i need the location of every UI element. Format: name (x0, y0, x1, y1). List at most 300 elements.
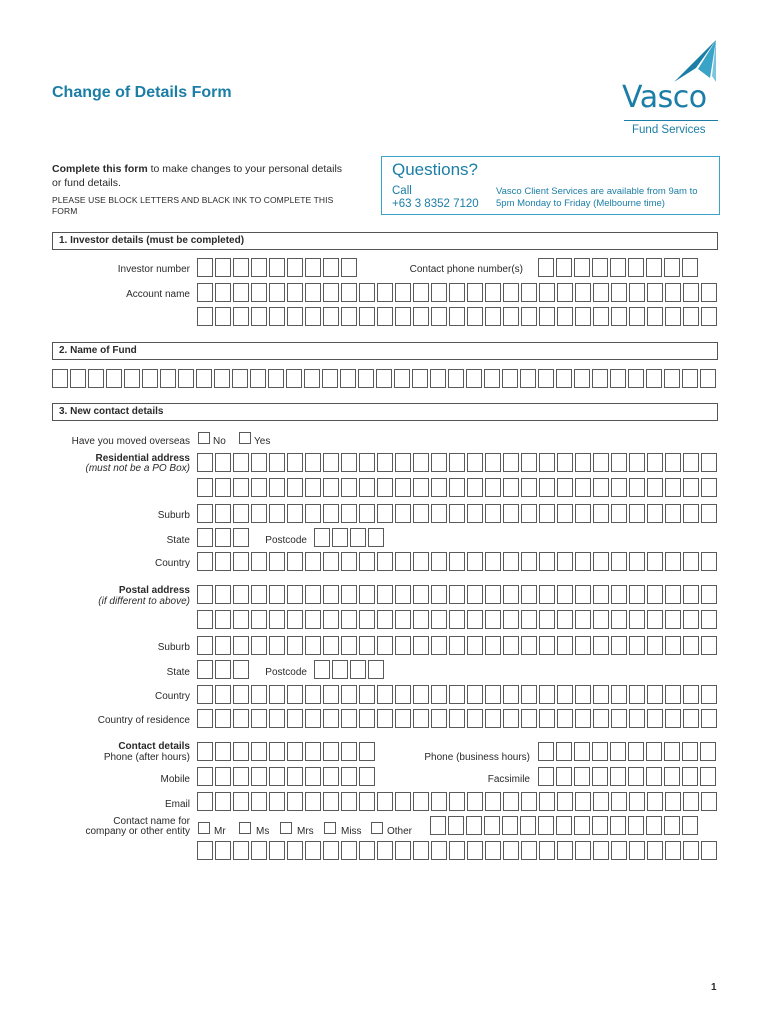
char-box[interactable] (323, 685, 339, 704)
char-box[interactable] (647, 552, 663, 571)
char-box[interactable] (233, 767, 249, 786)
char-box[interactable] (502, 369, 518, 388)
mobile-input[interactable] (197, 767, 377, 786)
char-box[interactable] (197, 841, 213, 860)
char-box[interactable] (629, 478, 645, 497)
char-box[interactable] (368, 528, 384, 547)
char-box[interactable] (521, 552, 537, 571)
char-box[interactable] (665, 283, 681, 302)
char-box[interactable] (629, 636, 645, 655)
char-box[interactable] (395, 552, 411, 571)
char-box[interactable] (485, 792, 501, 811)
char-box[interactable] (251, 258, 267, 277)
char-box[interactable] (611, 478, 627, 497)
char-box[interactable] (323, 453, 339, 472)
char-box[interactable] (647, 792, 663, 811)
residential-country-input[interactable] (197, 552, 719, 571)
char-box[interactable] (430, 369, 446, 388)
char-box[interactable] (197, 283, 213, 302)
char-box[interactable] (682, 767, 698, 786)
char-box[interactable] (377, 504, 393, 523)
char-box[interactable] (467, 453, 483, 472)
char-box[interactable] (628, 369, 644, 388)
char-box[interactable] (557, 709, 573, 728)
char-box[interactable] (341, 453, 357, 472)
title-mr-checkbox[interactable] (198, 822, 210, 834)
char-box[interactable] (52, 369, 68, 388)
char-box[interactable] (449, 636, 465, 655)
char-box[interactable] (700, 742, 716, 761)
char-box[interactable] (88, 369, 104, 388)
char-box[interactable] (106, 369, 122, 388)
account-name-input-line-1[interactable] (197, 283, 719, 302)
char-box[interactable] (610, 767, 626, 786)
residential-address-input-line-1[interactable] (197, 453, 719, 472)
char-box[interactable] (232, 369, 248, 388)
char-box[interactable] (701, 478, 717, 497)
char-box[interactable] (377, 283, 393, 302)
char-box[interactable] (413, 841, 429, 860)
char-box[interactable] (197, 792, 213, 811)
char-box[interactable] (197, 610, 213, 629)
char-box[interactable] (395, 709, 411, 728)
char-box[interactable] (431, 610, 447, 629)
char-box[interactable] (593, 453, 609, 472)
residential-postcode-input[interactable] (314, 528, 386, 547)
char-box[interactable] (611, 841, 627, 860)
char-box[interactable] (521, 585, 537, 604)
char-box[interactable] (323, 552, 339, 571)
contact-name-input-line-2[interactable] (197, 841, 719, 860)
char-box[interactable] (628, 742, 644, 761)
char-box[interactable] (701, 685, 717, 704)
char-box[interactable] (485, 478, 501, 497)
char-box[interactable] (520, 369, 536, 388)
char-box[interactable] (629, 841, 645, 860)
char-box[interactable] (323, 709, 339, 728)
char-box[interactable] (557, 504, 573, 523)
char-box[interactable] (557, 307, 573, 326)
char-box[interactable] (557, 792, 573, 811)
char-box[interactable] (269, 742, 285, 761)
char-box[interactable] (215, 453, 231, 472)
char-box[interactable] (682, 816, 698, 835)
char-box[interactable] (521, 685, 537, 704)
char-box[interactable] (251, 283, 267, 302)
char-box[interactable] (647, 841, 663, 860)
char-box[interactable] (575, 636, 591, 655)
fund-name-input[interactable] (52, 369, 718, 388)
char-box[interactable] (305, 636, 321, 655)
char-box[interactable] (413, 585, 429, 604)
char-box[interactable] (142, 369, 158, 388)
char-box[interactable] (629, 685, 645, 704)
char-box[interactable] (629, 610, 645, 629)
country-of-residence-input[interactable] (197, 709, 719, 728)
char-box[interactable] (521, 709, 537, 728)
char-box[interactable] (557, 478, 573, 497)
char-box[interactable] (341, 742, 357, 761)
char-box[interactable] (233, 660, 249, 679)
char-box[interactable] (538, 767, 554, 786)
char-box[interactable] (341, 636, 357, 655)
char-box[interactable] (592, 258, 608, 277)
char-box[interactable] (592, 816, 608, 835)
char-box[interactable] (575, 307, 591, 326)
char-box[interactable] (341, 504, 357, 523)
char-box[interactable] (431, 792, 447, 811)
char-box[interactable] (377, 478, 393, 497)
char-box[interactable] (574, 816, 590, 835)
char-box[interactable] (556, 816, 572, 835)
char-box[interactable] (682, 258, 698, 277)
char-box[interactable] (413, 453, 429, 472)
char-box[interactable] (350, 660, 366, 679)
char-box[interactable] (413, 478, 429, 497)
char-box[interactable] (395, 478, 411, 497)
char-box[interactable] (593, 636, 609, 655)
char-box[interactable] (485, 636, 501, 655)
char-box[interactable] (377, 841, 393, 860)
char-box[interactable] (466, 369, 482, 388)
char-box[interactable] (449, 841, 465, 860)
char-box[interactable] (683, 307, 699, 326)
char-box[interactable] (574, 369, 590, 388)
char-box[interactable] (287, 685, 303, 704)
char-box[interactable] (683, 453, 699, 472)
char-box[interactable] (251, 307, 267, 326)
char-box[interactable] (323, 307, 339, 326)
char-box[interactable] (341, 552, 357, 571)
char-box[interactable] (431, 552, 447, 571)
residential-state-input[interactable] (197, 528, 251, 547)
char-box[interactable] (124, 369, 140, 388)
char-box[interactable] (449, 709, 465, 728)
char-box[interactable] (503, 685, 519, 704)
char-box[interactable] (359, 792, 375, 811)
char-box[interactable] (646, 816, 662, 835)
char-box[interactable] (251, 792, 267, 811)
char-box[interactable] (539, 636, 555, 655)
char-box[interactable] (251, 767, 267, 786)
char-box[interactable] (538, 258, 554, 277)
char-box[interactable] (610, 369, 626, 388)
char-box[interactable] (287, 709, 303, 728)
char-box[interactable] (502, 816, 518, 835)
char-box[interactable] (557, 585, 573, 604)
char-box[interactable] (539, 552, 555, 571)
char-box[interactable] (178, 369, 194, 388)
char-box[interactable] (611, 504, 627, 523)
char-box[interactable] (611, 709, 627, 728)
char-box[interactable] (395, 636, 411, 655)
char-box[interactable] (269, 258, 285, 277)
char-box[interactable] (449, 792, 465, 811)
char-box[interactable] (287, 841, 303, 860)
char-box[interactable] (503, 478, 519, 497)
char-box[interactable] (197, 258, 213, 277)
char-box[interactable] (485, 610, 501, 629)
char-box[interactable] (359, 742, 375, 761)
facsimile-input[interactable] (538, 767, 718, 786)
char-box[interactable] (556, 742, 572, 761)
char-box[interactable] (287, 610, 303, 629)
char-box[interactable] (539, 504, 555, 523)
char-box[interactable] (251, 610, 267, 629)
char-box[interactable] (269, 685, 285, 704)
char-box[interactable] (556, 369, 572, 388)
char-box[interactable] (611, 636, 627, 655)
char-box[interactable] (359, 307, 375, 326)
char-box[interactable] (593, 504, 609, 523)
char-box[interactable] (197, 685, 213, 704)
char-box[interactable] (251, 552, 267, 571)
char-box[interactable] (467, 504, 483, 523)
char-box[interactable] (593, 685, 609, 704)
char-box[interactable] (485, 504, 501, 523)
char-box[interactable] (628, 816, 644, 835)
char-box[interactable] (466, 816, 482, 835)
char-box[interactable] (700, 369, 716, 388)
char-box[interactable] (521, 610, 537, 629)
char-box[interactable] (269, 636, 285, 655)
char-box[interactable] (521, 453, 537, 472)
char-box[interactable] (575, 504, 591, 523)
char-box[interactable] (377, 585, 393, 604)
char-box[interactable] (233, 307, 249, 326)
char-box[interactable] (467, 283, 483, 302)
char-box[interactable] (269, 552, 285, 571)
char-box[interactable] (233, 685, 249, 704)
char-box[interactable] (647, 307, 663, 326)
phone-after-hours-input[interactable] (197, 742, 377, 761)
char-box[interactable] (628, 258, 644, 277)
char-box[interactable] (305, 552, 321, 571)
char-box[interactable] (233, 792, 249, 811)
char-box[interactable] (503, 453, 519, 472)
char-box[interactable] (359, 585, 375, 604)
char-box[interactable] (683, 792, 699, 811)
char-box[interactable] (332, 660, 348, 679)
char-box[interactable] (503, 283, 519, 302)
char-box[interactable] (664, 258, 680, 277)
char-box[interactable] (233, 283, 249, 302)
char-box[interactable] (269, 283, 285, 302)
char-box[interactable] (323, 636, 339, 655)
char-box[interactable] (575, 478, 591, 497)
char-box[interactable] (197, 585, 213, 604)
char-box[interactable] (413, 283, 429, 302)
char-box[interactable] (251, 504, 267, 523)
char-box[interactable] (611, 610, 627, 629)
char-box[interactable] (503, 636, 519, 655)
char-box[interactable] (269, 610, 285, 629)
char-box[interactable] (611, 685, 627, 704)
char-box[interactable] (359, 841, 375, 860)
char-box[interactable] (233, 528, 249, 547)
char-box[interactable] (251, 742, 267, 761)
char-box[interactable] (557, 841, 573, 860)
char-box[interactable] (629, 283, 645, 302)
char-box[interactable] (701, 307, 717, 326)
char-box[interactable] (377, 453, 393, 472)
char-box[interactable] (197, 709, 213, 728)
char-box[interactable] (305, 792, 321, 811)
char-box[interactable] (323, 742, 339, 761)
char-box[interactable] (557, 685, 573, 704)
char-box[interactable] (323, 283, 339, 302)
char-box[interactable] (629, 552, 645, 571)
char-box[interactable] (593, 841, 609, 860)
char-box[interactable] (431, 636, 447, 655)
char-box[interactable] (593, 478, 609, 497)
char-box[interactable] (233, 585, 249, 604)
char-box[interactable] (359, 478, 375, 497)
char-box[interactable] (359, 504, 375, 523)
char-box[interactable] (593, 610, 609, 629)
char-box[interactable] (287, 307, 303, 326)
char-box[interactable] (593, 709, 609, 728)
char-box[interactable] (485, 841, 501, 860)
char-box[interactable] (431, 478, 447, 497)
char-box[interactable] (413, 552, 429, 571)
char-box[interactable] (449, 685, 465, 704)
char-box[interactable] (197, 504, 213, 523)
char-box[interactable] (701, 610, 717, 629)
char-box[interactable] (323, 610, 339, 629)
char-box[interactable] (413, 307, 429, 326)
char-box[interactable] (575, 709, 591, 728)
char-box[interactable] (539, 685, 555, 704)
char-box[interactable] (467, 792, 483, 811)
char-box[interactable] (467, 610, 483, 629)
char-box[interactable] (341, 767, 357, 786)
char-box[interactable] (701, 792, 717, 811)
char-box[interactable] (305, 585, 321, 604)
char-box[interactable] (593, 307, 609, 326)
char-box[interactable] (593, 283, 609, 302)
char-box[interactable] (665, 585, 681, 604)
char-box[interactable] (359, 709, 375, 728)
char-box[interactable] (197, 552, 213, 571)
char-box[interactable] (233, 504, 249, 523)
char-box[interactable] (323, 585, 339, 604)
char-box[interactable] (323, 504, 339, 523)
char-box[interactable] (575, 453, 591, 472)
postal-suburb-input[interactable] (197, 636, 719, 655)
char-box[interactable] (629, 504, 645, 523)
char-box[interactable] (215, 742, 231, 761)
char-box[interactable] (395, 307, 411, 326)
char-box[interactable] (629, 453, 645, 472)
char-box[interactable] (287, 742, 303, 761)
char-box[interactable] (305, 283, 321, 302)
char-box[interactable] (214, 369, 230, 388)
char-box[interactable] (341, 841, 357, 860)
char-box[interactable] (413, 610, 429, 629)
char-box[interactable] (575, 610, 591, 629)
char-box[interactable] (197, 660, 213, 679)
char-box[interactable] (521, 307, 537, 326)
char-box[interactable] (682, 369, 698, 388)
char-box[interactable] (305, 742, 321, 761)
char-box[interactable] (485, 307, 501, 326)
char-box[interactable] (538, 816, 554, 835)
char-box[interactable] (647, 478, 663, 497)
char-box[interactable] (521, 792, 537, 811)
char-box[interactable] (341, 685, 357, 704)
char-box[interactable] (665, 307, 681, 326)
char-box[interactable] (647, 610, 663, 629)
char-box[interactable] (377, 307, 393, 326)
char-box[interactable] (233, 478, 249, 497)
char-box[interactable] (485, 709, 501, 728)
char-box[interactable] (305, 478, 321, 497)
char-box[interactable] (647, 709, 663, 728)
char-box[interactable] (269, 767, 285, 786)
char-box[interactable] (701, 841, 717, 860)
char-box[interactable] (251, 478, 267, 497)
char-box[interactable] (215, 792, 231, 811)
char-box[interactable] (287, 585, 303, 604)
char-box[interactable] (683, 552, 699, 571)
char-box[interactable] (449, 453, 465, 472)
char-box[interactable] (376, 369, 392, 388)
char-box[interactable] (503, 504, 519, 523)
char-box[interactable] (449, 478, 465, 497)
char-box[interactable] (359, 767, 375, 786)
char-box[interactable] (557, 552, 573, 571)
char-box[interactable] (269, 307, 285, 326)
char-box[interactable] (413, 792, 429, 811)
char-box[interactable] (646, 369, 662, 388)
char-box[interactable] (395, 841, 411, 860)
char-box[interactable] (485, 552, 501, 571)
title-ms-checkbox[interactable] (239, 822, 251, 834)
char-box[interactable] (215, 660, 231, 679)
char-box[interactable] (304, 369, 320, 388)
char-box[interactable] (215, 636, 231, 655)
char-box[interactable] (233, 453, 249, 472)
char-box[interactable] (682, 742, 698, 761)
char-box[interactable] (574, 258, 590, 277)
char-box[interactable] (215, 841, 231, 860)
char-box[interactable] (377, 792, 393, 811)
char-box[interactable] (557, 453, 573, 472)
char-box[interactable] (539, 307, 555, 326)
char-box[interactable] (431, 585, 447, 604)
char-box[interactable] (413, 636, 429, 655)
char-box[interactable] (287, 453, 303, 472)
char-box[interactable] (359, 685, 375, 704)
char-box[interactable] (322, 369, 338, 388)
char-box[interactable] (160, 369, 176, 388)
char-box[interactable] (539, 792, 555, 811)
char-box[interactable] (664, 767, 680, 786)
char-box[interactable] (485, 585, 501, 604)
char-box[interactable] (197, 478, 213, 497)
char-box[interactable] (341, 283, 357, 302)
title-other-checkbox[interactable] (371, 822, 383, 834)
char-box[interactable] (449, 307, 465, 326)
char-box[interactable] (484, 369, 500, 388)
char-box[interactable] (215, 709, 231, 728)
char-box[interactable] (485, 453, 501, 472)
char-box[interactable] (503, 610, 519, 629)
char-box[interactable] (665, 685, 681, 704)
char-box[interactable] (521, 283, 537, 302)
char-box[interactable] (431, 453, 447, 472)
